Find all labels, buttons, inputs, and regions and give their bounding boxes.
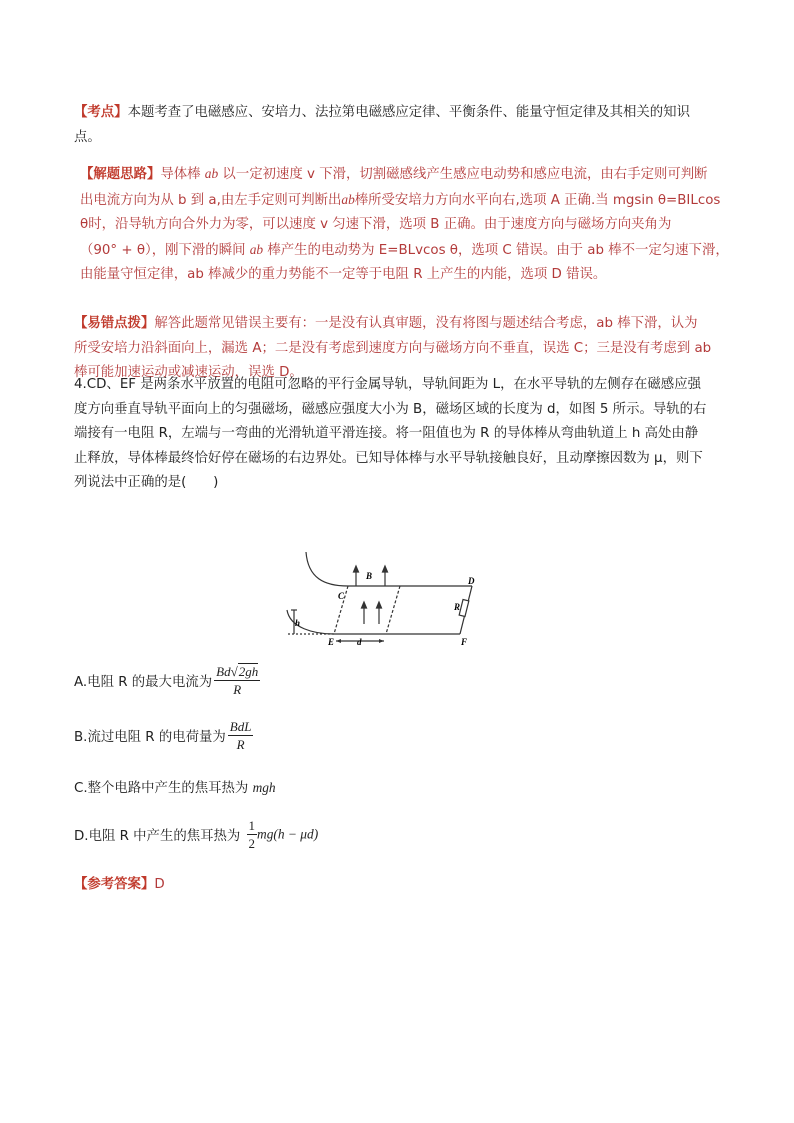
option-a-text: A.电阻 R 的最大电流为 <box>74 675 213 690</box>
solution-text: （90° + θ），刚下滑的瞬间 <box>80 242 250 258</box>
solution-text: ab <box>249 241 264 257</box>
option-b-text: B.流过电阻 R 的电荷量为 <box>74 730 226 745</box>
solution-text: ，选项 C 错误。由于 ab 棒不一定匀速下滑， <box>458 242 729 258</box>
question-text: 4.CD、EF 是两条水平放置的电阻可忽略的平行金属导轨，导轨间距为 L，在水平导轨的左侧存在磁感应强 <box>74 377 701 392</box>
formula-part: BdL <box>229 719 252 734</box>
question-text: 止释放，导体棒最终恰好停在磁场的右边界处。已知导体棒与水平导轨接触良好，且动摩擦因数为 μ，则下 <box>74 450 703 466</box>
option-d-text: D.电阻 R 中产生的焦耳热为 <box>74 829 245 844</box>
label-dist-d: d <box>357 637 362 647</box>
option-c-formula: mgh <box>252 780 276 795</box>
solution-tag: 【解题思路】 <box>80 167 161 182</box>
label-f: F <box>461 637 468 647</box>
label-e: E <box>328 637 335 647</box>
label-h: h <box>295 618 301 628</box>
curved-rail-upper <box>306 552 348 586</box>
formula-part: R <box>233 682 242 697</box>
pitfall-tag: 【易错点拨】 <box>74 316 155 331</box>
rail-figure <box>284 548 484 648</box>
kaodian-section <box>74 101 734 150</box>
formula-part: R <box>236 737 245 752</box>
solution-text: 导体棒 <box>160 167 205 182</box>
kaodian-text-2: 点。 <box>74 129 101 145</box>
option-b-formula <box>228 719 254 752</box>
question-stem <box>74 373 734 496</box>
question-text: 度方向垂直导轨平面向上的匀强磁场，磁感应强度大小为 B，磁场区域的长度为 d，如图 5 所示。导轨的右 <box>74 401 707 417</box>
pitfall-text: 所受安培力沿斜面向上，漏选 A；二是没有考虑到速度方向与磁场方向不垂直，误选 C；三是没有考虑到 ab <box>74 340 712 356</box>
solution-text: 棒所受安培力方向水平向右,选项 A 正确.当 mgsin θ=BILcos <box>354 192 721 208</box>
label-b: B <box>366 571 373 581</box>
label-d: D <box>468 576 475 586</box>
option-d <box>74 818 318 851</box>
formula-part: 2 <box>248 836 256 851</box>
label-c: C <box>338 591 345 601</box>
option-c <box>74 777 276 796</box>
option-a-formula: $\frac{Bd√2gh}{R}$ <box>216 664 259 697</box>
pitfall-text: 解答此题常见错误主要有：一是没有认真审题，没有将图与题述结合考虑，ab 棒下滑，认为 <box>154 316 698 331</box>
formula-part: Bd <box>216 664 231 679</box>
solution-text: 由能量守恒定律，ab 棒减少的重力势能不一定等于电阻 R 上产生的内能，选项 D 错误。 <box>80 267 607 282</box>
option-c-text: C.整个电路中产生的焦耳热为 <box>74 781 253 796</box>
question-text: 列说法中正确的是( ) <box>74 475 219 490</box>
answer-value: D <box>154 877 165 892</box>
solution-text: 出电流方向为从 b 到 a,由左手定则可判断出 <box>80 192 342 208</box>
answer-section <box>74 873 734 898</box>
solution-text: 棒产生的电动势为 <box>263 242 379 258</box>
solution-section <box>74 162 740 288</box>
pitfall-text: 棒可能加速运动或减速运动，误选 D。 <box>74 365 303 380</box>
solution-text: ab <box>341 191 355 207</box>
solution-text: ab <box>204 166 219 181</box>
option-b <box>74 719 253 752</box>
solution-text: E=BLvcos θ <box>378 242 458 258</box>
option-a <box>74 664 260 697</box>
kaodian-text-1: 本题考查了电磁感应、安培力、法拉第电磁感应定律、平衡条件、能量守恒定律及其相关的知识 <box>127 105 690 120</box>
formula-part: 2gh <box>238 664 259 679</box>
solution-text: 以一定初速度 v 下滑，切割磁感线产生感应电动势和感应电流，由右手定则可判断 <box>218 167 708 182</box>
resistor-r <box>459 600 469 617</box>
solution-text: θ时，沿导轨方向合外力为零，可以速度 v 匀速下滑，选项 B 正确。由于速度方向与磁场方向夹角为 <box>80 217 672 232</box>
kaodian-tag: 【考点】 <box>74 105 128 120</box>
label-r: R <box>454 602 461 612</box>
answer-tag: 【参考答案】 <box>74 877 155 892</box>
field-right-boundary <box>386 586 400 634</box>
question-text: 端接有一电阻 R，左端与一弯曲的光滑轨道平滑连接。将一阻值也为 R 的导体棒从弯曲轨道上 h 高处由静 <box>74 426 699 441</box>
formula-part: 1 <box>248 818 256 833</box>
option-d-fraction <box>247 818 258 851</box>
option-d-formula: mg(h − μd) <box>257 826 319 842</box>
